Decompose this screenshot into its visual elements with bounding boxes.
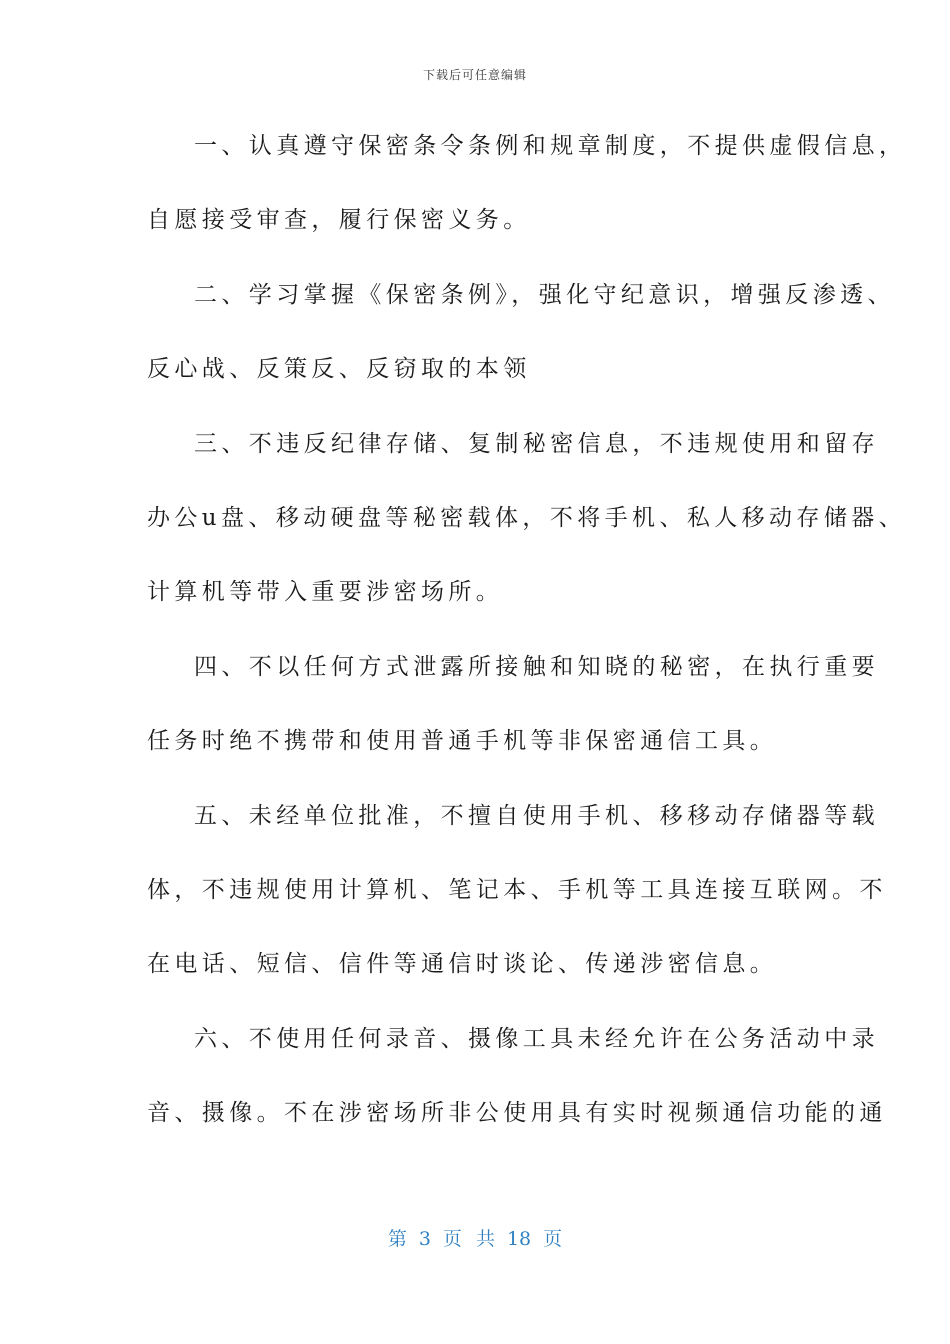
paragraph-4-line-1: 四、不以任何方式泄露所接触和知晓的秘密，在执行重要 (194, 653, 879, 680)
paragraph-3-line-3: 计算机等带入重要涉密场所。 (147, 579, 504, 606)
current-page-number: 3 (418, 1228, 431, 1250)
paragraph-3-line-1: 三、不违反纪律存储、复制秘密信息，不违规使用和留存 (194, 430, 879, 457)
paragraph-5-line-1: 五、未经单位批准，不擅自使用手机、移移动存储器等载 (194, 802, 879, 829)
paragraph-3-line-2: 办公u盘、移动硬盘等秘密载体，不将手机、私人移动存储器、 (147, 504, 907, 531)
paragraph-4-line-2: 任务时绝不携带和使用普通手机等非保密通信工具。 (147, 728, 778, 755)
page-header: 下载后可任意编辑 (422, 68, 527, 82)
footer-prefix: 第 (387, 1228, 407, 1250)
paragraph-1-line-2: 自愿接受审查，履行保密义务。 (147, 207, 531, 234)
paragraph-6-line-1: 六、不使用任何录音、摄像工具未经允许在公务活动中录 (194, 1025, 879, 1052)
document-body (147, 115, 907, 1156)
paragraph-2-line-1: 二、学习掌握《保密条例》，强化守纪意识，增强反渗透、 (194, 281, 895, 308)
paragraph-5-line-2: 体，不违规使用计算机、笔记本、手机等工具连接互联网。不 (147, 876, 887, 903)
page-footer (0, 1224, 950, 1251)
paragraph-1-line-1: 一、认真遵守保密条令条例和规章制度，不提供虚假信息， (194, 133, 907, 159)
paragraph-6-line-2: 音、摄像。不在涉密场所非公使用具有实时视频通信功能的通 (147, 1100, 887, 1127)
total-pages-number: 18 (506, 1228, 532, 1250)
paragraph-5-line-3: 在电话、短信、信件等通信时谈论、传递涉密信息。 (147, 951, 778, 978)
footer-middle: 页 共 (442, 1228, 495, 1250)
footer-suffix: 页 (543, 1228, 563, 1250)
paragraph-2-line-2: 反心战、反策反、反窃取的本领 (147, 356, 531, 383)
